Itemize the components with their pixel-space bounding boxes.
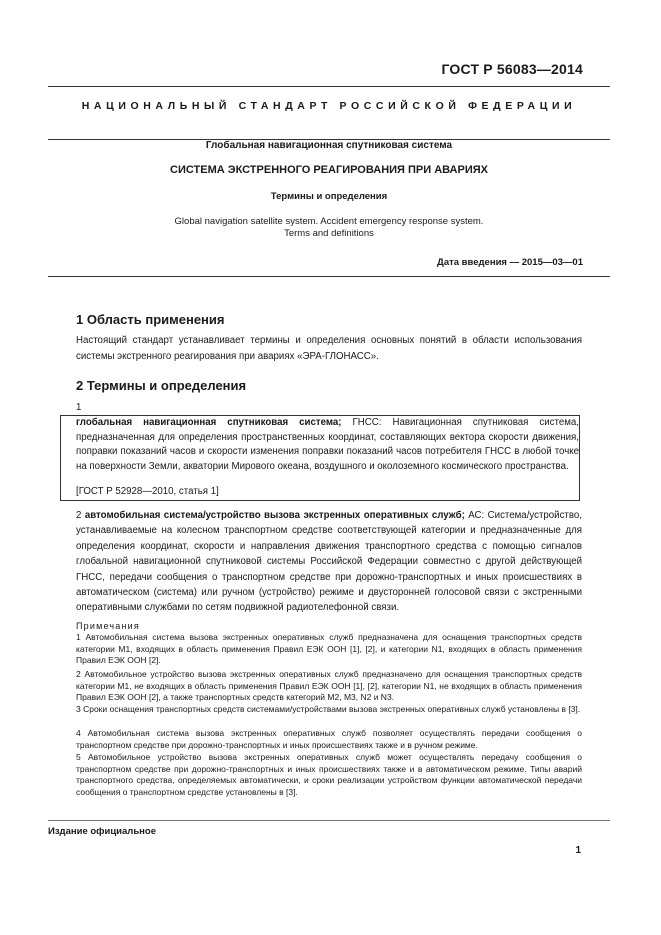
title-english-line-1: Global navigation satellite system. Accident emergency response system.: [174, 216, 484, 227]
title-subtitle: Термины и определения: [270, 191, 388, 202]
note-5: 5 Автомобильное устройство вызова экстренных оперативных служб может осуществлять передачу сообщения о транспортном средстве при дорожно-транспортных и иных происшествиях также и в автоматическом режиме. Типы аварий транспортного средства, определяемых автоматически, и сроки реализации устройством функции автоматической передачи сообщения о транспортном средстве установлены в [3].: [76, 752, 582, 797]
note-4: 4 Автомобильная система вызова экстренных оперативных служб позволяет осуществлять передачи сообщения о транспортном средстве при дорожно-транспортных и иных происшествиях также и в ручном режиме.: [76, 728, 582, 750]
term-2-name: автомобильная система/устройство вызова экстренных оперативных служб;: [84, 510, 465, 521]
introduction-date: Дата введения — 2015—03—01: [437, 257, 583, 268]
date-divider: [48, 276, 610, 277]
section-1-paragraph: Настоящий стандарт устанавливает термины и определения основных понятий в области использования системы экстренного реагирования при авариях «ЭРА-ГЛОНАСС».: [76, 335, 582, 362]
note-2: 2 Автомобильное устройство вызова экстренных оперативных служб предназначено для оснащения транспортных средств категории М1, не входящих в область применения Правил ЕЭК ООН [1], [2], категории N1, не входящих в область применения Правил ЕЭК ООН [2], а также транспортных средств категорий М2, М3, N2 и N3.: [76, 669, 582, 702]
term-2-text: АС: Система/устройство, устанавливаемые на колесном транспортном средстве соответствующей категории и предназначенные для определения координат, скорости и направления движения транспортного средства с помощью сигналов глобальной навигационной спутниковой системы Российской Федерации совместно с другой действующей ГНСС, передачи сообщения о транспортном средстве при дорожно-транспортных и иных происшествиях в автоматическом (система) или ручном (устройство) режиме и двусторонней голосовой связи с экстренными оперативными службами по сетям подвижной радиотелефонной связи.: [76, 510, 582, 614]
term-2-definition: [76, 508, 582, 616]
section-2-heading: 2 Термины и определения: [76, 378, 247, 393]
note-1: 1 Автомобильная система вызова экстренных оперативных служб предназначена для оснащения транспортных средств категории М1, входящих в область применения Правил ЕЭК ООН [1], [2], и категории N1, входящих в область применения Правил ЕЭК ООН [2].: [76, 632, 582, 665]
term-1-text: ГНСС: Навигационная спутниковая система, предназначенная для определения пространственных координат, составляющих вектора скорости движения, поправки показаний часов и скорости изменения поправки показаний часов потребителя ГНСС в любой точке на поверхности Земли, акватории Мирового океана, воздушного и околоземного космического пространства.: [76, 417, 579, 472]
notes-title: Примечания: [76, 621, 140, 631]
term-1-source: [ГОСТ Р 52928—2010, статья 1]: [76, 486, 219, 497]
term-1-number: 1: [76, 402, 82, 413]
term-1-name: глобальная навигационная спутниковая система;: [76, 417, 342, 428]
document-code: ГОСТ Р 56083—2014: [441, 61, 583, 77]
term-2-number: 2: [76, 510, 85, 521]
national-standard-banner: НАЦИОНАЛЬНЫЙ СТАНДАРТ РОССИЙСКОЙ ФЕДЕРАЦИИ: [81, 100, 577, 112]
section-1-text: [76, 333, 582, 364]
top-divider: [48, 86, 610, 87]
page-number: 1: [575, 845, 581, 856]
official-edition-label: Издание официальное: [48, 826, 156, 837]
note-3: 3 Сроки оснащения транспортных средств системами/устройствами вызова экстренных оперативных служб установлены в [3].: [76, 704, 581, 714]
title-english-line-2: Terms and definitions: [284, 228, 374, 239]
section-1-heading: 1 Область применения: [76, 312, 225, 327]
title-line-1: Глобальная навигационная спутниковая система: [205, 140, 453, 151]
footer-divider: [48, 820, 610, 821]
term-1-definition: [76, 416, 579, 474]
title-main: СИСТЕМА ЭКСТРЕННОГО РЕАГИРОВАНИЯ ПРИ АВАРИЯХ: [170, 164, 488, 176]
